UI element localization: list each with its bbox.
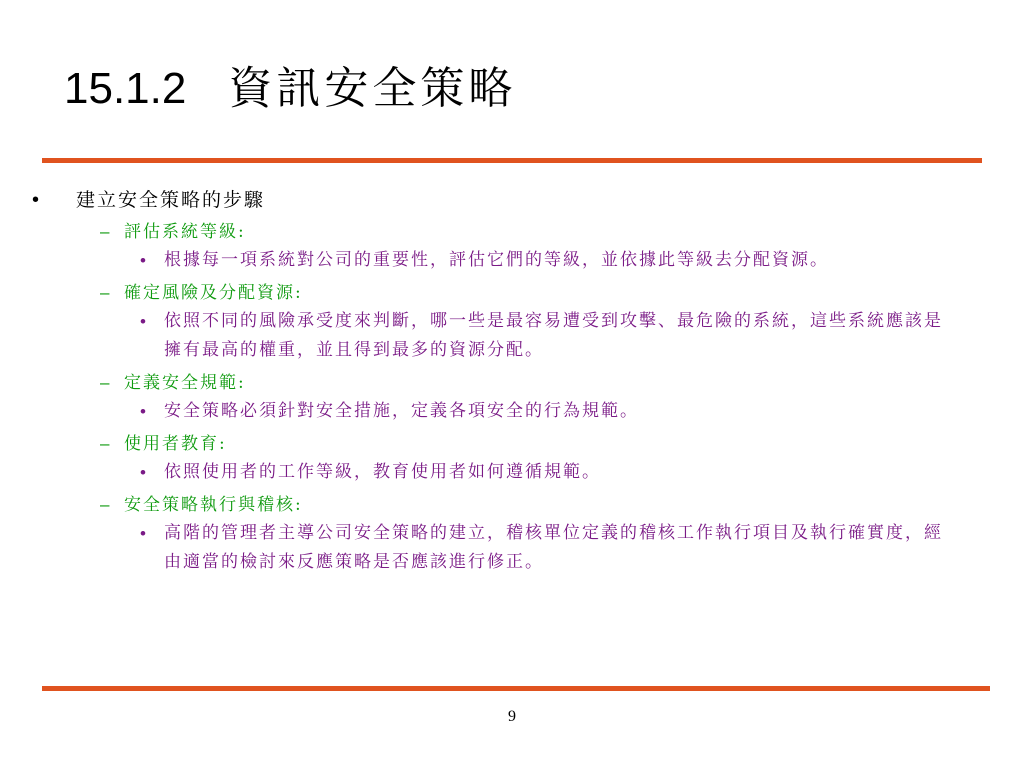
dash-marker: –: [100, 495, 112, 514]
step-heading: [100, 369, 972, 397]
step-label: 安全策略執行與稽核:: [124, 495, 303, 515]
step-detail: [140, 519, 972, 577]
step-detail: [140, 458, 972, 487]
dash-marker: –: [100, 434, 112, 453]
bullet-marker: •: [140, 251, 148, 270]
bullet-marker: •: [140, 312, 148, 331]
bullet-marker: •: [140, 524, 148, 543]
step-detail-text: 依照使用者的工作等級，教育使用者如何遵循規範。: [164, 462, 601, 482]
step-label: 定義安全規範:: [124, 373, 246, 393]
step-label: 確定風險及分配資源:: [124, 283, 303, 303]
step-label: 使用者教育:: [124, 434, 227, 454]
dash-marker: –: [100, 373, 112, 392]
step-heading: [100, 218, 972, 246]
step-detail: [140, 307, 972, 365]
main-bullet: [32, 184, 972, 216]
slide-content: [32, 184, 972, 581]
section-number: 15.1.2: [64, 64, 187, 113]
step-detail: [140, 246, 972, 275]
bottom-divider: [42, 686, 990, 691]
main-bullet-text: 建立安全策略的步驟: [76, 189, 266, 211]
top-divider: [42, 158, 982, 163]
step-label: 評估系統等級:: [124, 222, 246, 242]
dash-marker: –: [100, 222, 112, 241]
step-heading: [100, 430, 972, 458]
bullet-marker: •: [32, 189, 42, 211]
step-heading: [100, 279, 972, 307]
step-detail-text: 安全策略必須針對安全措施，定義各項安全的行為規範。: [164, 401, 639, 421]
page-number: 9: [508, 708, 516, 725]
bullet-marker: •: [140, 463, 148, 482]
title-text: 資訊安全策略: [228, 63, 517, 114]
step-detail-text: 根據每一項系統對公司的重要性，評估它們的等級，並依據此等級去分配資源。: [164, 250, 829, 270]
step-heading: [100, 491, 972, 519]
step-detail-text: 高階的管理者主導公司安全策略的建立，稽核單位定義的稽核工作執行項目及執行確實度，經由適當的檢討來反應策略是否應該進行修正。: [164, 523, 943, 572]
step-detail-text: 依照不同的風險承受度來判斷，哪一些是最容易遭受到攻擊、最危險的系統，這些系統應該是擁有最高的權重，並且得到最多的資源分配。: [164, 311, 943, 360]
bullet-marker: •: [140, 402, 148, 421]
dash-marker: –: [100, 283, 112, 302]
step-detail: [140, 397, 972, 426]
slide-title: [64, 52, 516, 112]
